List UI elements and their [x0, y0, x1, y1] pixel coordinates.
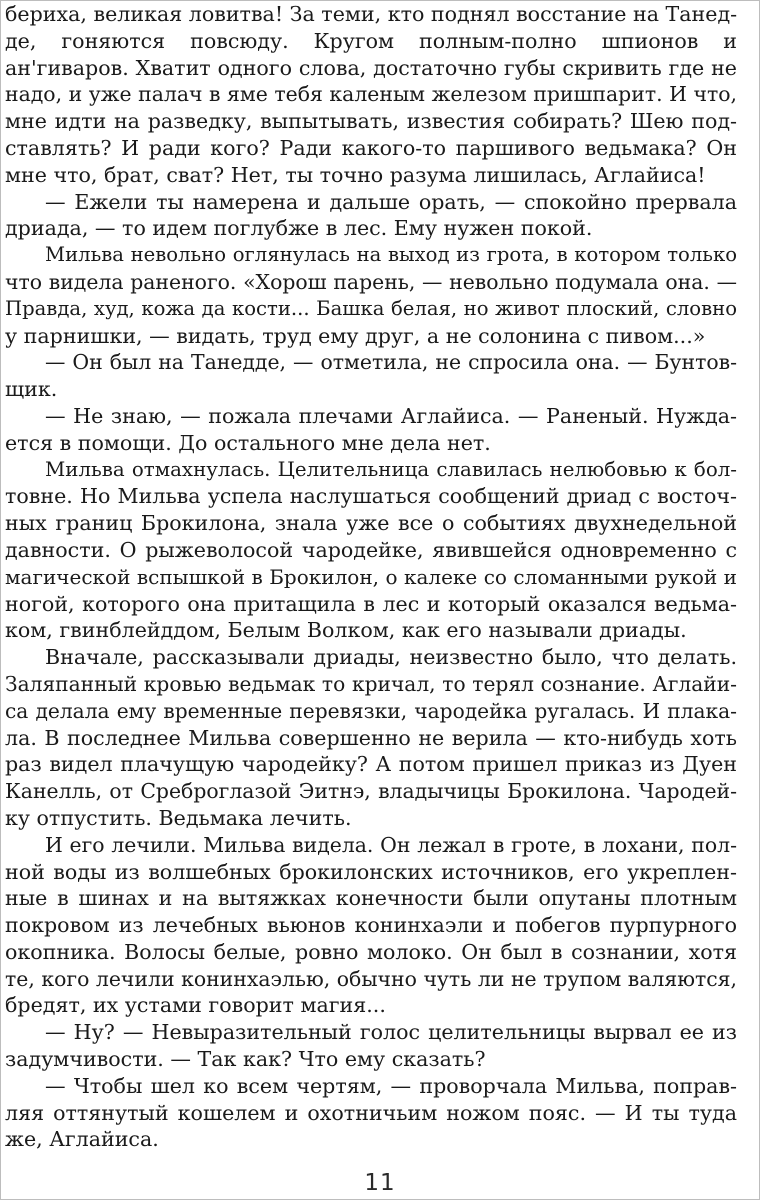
text-line: товне. Но Мильва успела наслушаться сообщений дриад с восточ- [5, 484, 737, 509]
text-line: ной воды из волшебных брокилонских источников, его укреплен- [5, 859, 737, 884]
text-line: ногой, которого она притащила в лес и который оказался ведьма- [5, 591, 737, 616]
text-line: покровом из лечебных вьюнов конинхаэли и побегов пурпурного [5, 913, 737, 938]
text-line: у парнишки, — видать, труд ему друг, а не солонина с пивом...» [5, 323, 706, 348]
text-line: ные в шинах и на вытяжках конечности были опутаны плотным [5, 886, 737, 911]
text-line: дриада, — то идем поглубже в лес. Ему нужен покой. [5, 216, 593, 241]
text-line: ком, гвинблейддом, Белым Волком, как его называли дриады. [5, 618, 687, 643]
text-line: те, кого лечили конинхаэлью, обычно чуть ли не трупом валяются, [5, 966, 737, 991]
text-line: задумчивости. — Так как? Что ему сказать? [5, 1047, 486, 1072]
text-line: Правда, худ, кожа да кости... Башка белая, но живот плоский, словно [5, 296, 737, 320]
text-line: са делала ему временные перевязки, чародейка ругалась. И плака- [5, 698, 737, 723]
book-page-text [5, 1, 737, 1153]
text-line: бредят, их устами говорит магия... [5, 993, 386, 1018]
text-line: Вначале, рассказывали дриады, неизвестно было, что делать. [45, 645, 737, 670]
page-number: 11 [364, 1170, 396, 1196]
text-line: И его лечили. Мильва видела. Он лежал в гроте, в лохани, пол- [45, 832, 737, 857]
text-line: мне идти на разведку, выпытывать, известия собирать? Шею под- [5, 109, 737, 134]
text-line: — Он был на Танедде, — отметила, не спросила она. — Бунтов- [45, 350, 737, 375]
text-line: Мильва отмахнулась. Целительница славилась нелюбовью к бол- [45, 457, 737, 481]
text-line: ан'гиваров. Хватит одного слова, достаточно губы скривить где не [5, 55, 737, 80]
text-line: — Ежели ты намерена и дальше орать, — спокойно прервала [45, 189, 737, 214]
text-line: — Ну? — Невыразительный голос целительницы вырвал ее из [45, 1020, 737, 1045]
text-line: ляя оттянутый кошелем и охотничьим ножом пояс. — И ты туда [5, 1100, 737, 1125]
text-line: магической вспышкой в Брокилон, о калеке со сломанными рукой и [5, 564, 737, 589]
text-line: ется в помощи. До остального мне дела нет. [5, 430, 491, 455]
text-line: — Чтобы шел ко всем чертям, — проворчала Мильва, поправ- [45, 1073, 737, 1098]
text-line: мне что, брат, сват? Нет, ты точно разума лишилась, Аглайиса! [5, 162, 706, 187]
text-line: ку отпустить. Ведьмака лечить. [5, 805, 352, 830]
text-line: ла. В последнее Мильва совершенно не верила — кто-нибудь хоть [5, 725, 737, 750]
text-line: Заляпанный кровью ведьмак то кричал, то терял сознание. Аглайи- [5, 671, 737, 696]
text-line: раз видел плачущую чародейку? А потом пришел приказ из Дуен [5, 752, 737, 777]
text-line: ставлять? И ради кого? Ради какого-то паршивого ведьмака? Он [5, 135, 737, 160]
text-line: надо, и уже палач в яме тебя каленым железом пришпарит. И что, [5, 82, 737, 107]
text-line: давности. О рыжеволосой чародейке, явившейся одновременно с [5, 537, 737, 562]
text-line: щик. [5, 377, 58, 402]
text-line: Канелль, от Среброглазой Эитнэ, владычицы Брокилона. Чародей- [5, 779, 737, 804]
text-line: же, Аглайиса. [5, 1127, 159, 1152]
text-line: бериха, великая ловитва! За теми, кто поднял восстание на Танед- [5, 2, 738, 26]
text-line: окопника. Волосы белые, ровно молоко. Он был в сознании, хотя [5, 939, 737, 964]
text-line: что видела раненого. «Хорош парень, — невольно подумала она. — [5, 269, 737, 294]
text-line: де, гоняются повсюду. Кругом полным-полно шпионов и [5, 28, 737, 53]
text-line: Мильва невольно оглянулась на выход из грота, в котором только [45, 243, 737, 267]
text-line: — Не знаю, — пожала плечами Аглайиса. — Раненый. Нужда- [45, 403, 737, 428]
text-line: ных границ Брокилона, знала уже все о событиях двухнедельной [5, 511, 737, 536]
